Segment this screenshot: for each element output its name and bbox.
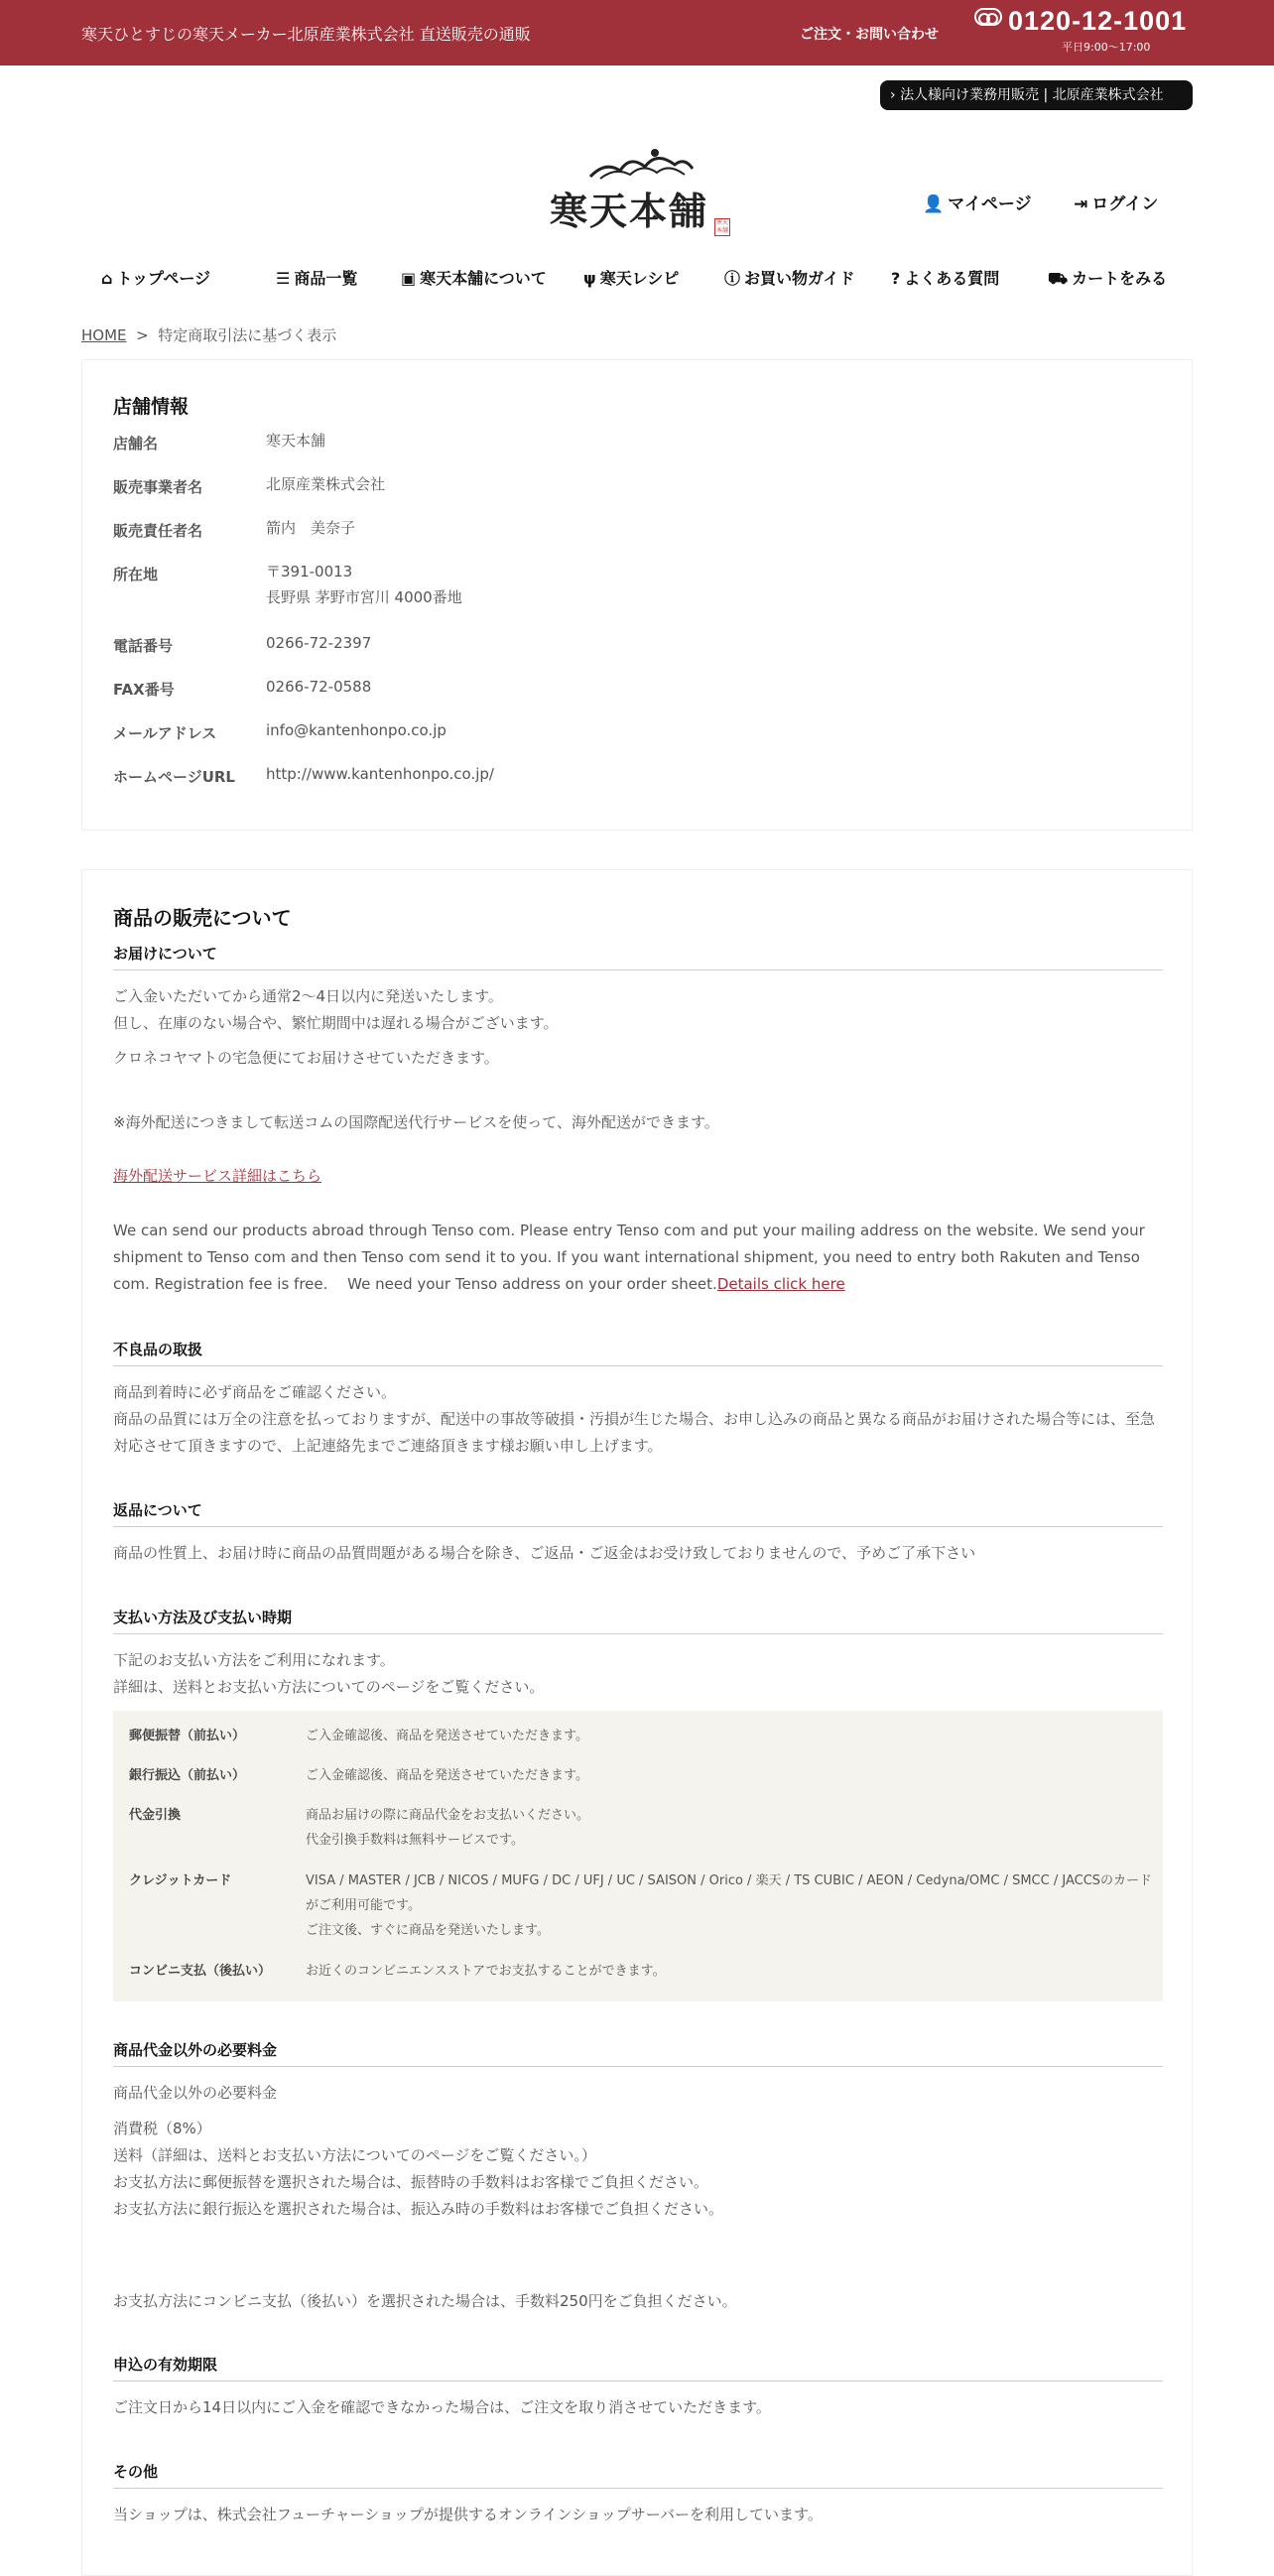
other-section [113,2461,1163,2489]
breadcrumb [81,324,336,345]
payment-method: 郵便振替（前払い） [129,1729,246,1743]
question-icon: ? [891,269,901,288]
section-heading: その他 [113,2461,1163,2489]
site-logo[interactable] [550,147,734,238]
defect-text [113,1379,1163,1460]
site-tagline: 寒天ひとすじの寒天メーカー北原産業株式会社 直送販売の通販 [81,25,531,44]
returns-section [113,1499,1163,1527]
nav-cart[interactable] [1048,266,1167,290]
payment-desc [306,1803,1159,1853]
section-heading: 申込の有効期限 [113,2354,1163,2382]
contact-label: ご注文・お問い合わせ [800,27,939,43]
paragraph: 下記のお支払い方法をご利用になれます。 [113,1651,395,1669]
breadcrumb-separator: > [136,326,149,344]
nav-guide[interactable] [724,266,855,289]
login-label: ログイン [1091,194,1159,214]
sign-in-icon: ⇥ [1074,194,1088,214]
sales-title: 商品の販売について [113,906,292,930]
paragraph: 送料（詳細は、送料とお支払い方法についてのページをご覧ください。） [113,2146,596,2164]
fees-convenience: お支払方法にコンビニ支払（後払い）を選択された場合は、手数料250円をご負担ください。 [113,2292,737,2310]
nav-label: カートをみる [1072,269,1168,288]
paragraph: VISA / MASTER / JCB / NICOS / MUFG / DC / UFJ / UC / SAISON / Orico / 楽天 / TS CUBIC / AEON / Cedyna/OMC / SMCC / JACCSのカードがご利用可能です。 [306,1873,1153,1913]
paragraph: お支払方法に郵便振替を選択された場合は、振替時の手数料はお客様でご負担ください。 [113,2173,709,2191]
section-heading: 返品について [113,1499,1163,1527]
nav-products[interactable] [276,266,357,289]
business-sales-link[interactable] [880,80,1193,110]
row-key: 電話番号 [113,637,174,655]
paragraph: ご入金いただいてから通常2～4日以内に発送いたします。 [113,987,503,1005]
english-text: We can send our products abroad through Tenso com. Please entry Tenso com and put your mailing address on the website. We send your shipment to Tenso com and then Tenso com send it to you. If you want international shipment, you need to entry both Rakuten and Tenso com. Registration fee is free. We need your Tenso address on your order sheet. [113,1222,1145,1293]
nav-label: トップページ [116,269,211,288]
section-heading: 支払い方法及び支払い時期 [113,1607,1163,1634]
postal-code: 〒391-0013 [266,563,353,580]
overseas-link[interactable]: 海外配送サービス詳細はこちら [113,1167,322,1185]
payment-desc: お近くのコンビニエンスストアでお支払することができます。 [306,1964,666,1979]
paragraph: お支払方法に銀行振込を選択された場合は、振込み時の手数料はお客様でご負担ください。 [113,2200,724,2218]
overseas-note: ※海外配送につきまして転送コムの国際配送代行サービスを使って、海外配送ができます。 [113,1113,719,1131]
breadcrumb-current: 特定商取引法に基づく表示 [158,326,337,344]
paragraph: 但し、在庫のない場合や、繁忙期間中は遅れる場合がございます。 [113,1014,559,1032]
address: 長野県 茅野市宮川 4000番地 [266,588,462,606]
row-key: 店舗名 [113,435,159,452]
returns-text: 商品の性質上、お届け時に商品の品質問題がある場合を除き、ご返品・ご返金はお受け致しておりませんので、予めご了承下さい [113,1544,976,1562]
fees-text [113,2116,1163,2223]
section-heading: 不良品の取扱 [113,1339,1163,1366]
validity-section [113,2354,1163,2382]
info-icon: ⓘ [724,269,741,288]
section-heading: 商品代金以外の必要料金 [113,2039,1163,2067]
row-value: info@kantenhonpo.co.jp [266,721,446,739]
phone-number[interactable] [974,6,1187,37]
payment-text [113,1647,1163,1701]
paragraph: 商品お届けの際に商品代金をお支払いください。 [306,1808,590,1823]
cart-icon: ⛟ [1048,269,1069,288]
fees-intro: 商品代金以外の必要料金 [113,2084,278,2102]
row-key: メールアドレス [113,724,217,742]
row-value: 寒天本舗 [266,432,326,450]
paragraph: ご注文後、すぐに商品を発送いたします。 [306,1923,550,1938]
paragraph: 商品の品質には万全の注意を払っておりますが、配送中の事故等破損・汚損が生じた場合、お申し込みの商品と異なる商品がお届けされた場合等には、至急対応させて頂きますので、上記連絡先までご連絡頂きます様お願い申し上げます。 [113,1410,1156,1455]
store-info-title: 店舗情報 [113,396,190,418]
payment-section [113,1607,1163,1634]
row-value: 北原産業株式会社 [266,475,386,493]
nav-about[interactable] [401,266,547,289]
payment-methods-table [113,1711,1163,2001]
breadcrumb-home[interactable]: HOME [81,326,127,344]
phone-text: 0120-12-1001 [1008,6,1188,36]
delivery-text [113,983,1163,1037]
fees-section [113,2039,1163,2067]
payment-method: 代金引換 [129,1808,182,1823]
overseas-english [113,1218,1163,1298]
top-bar [0,0,1274,65]
mypage-label: マイページ [948,194,1032,214]
payment-desc [306,1868,1159,1943]
store-info-card [81,359,1193,831]
business-hours: 平日9:00〜17:00 [1062,41,1151,54]
row-value: http://www.kantenhonpo.co.jp/ [266,765,494,783]
section-heading: お届けについて [113,943,1163,970]
wave-crest-icon [585,147,695,181]
free-dial-icon [974,8,1002,26]
user-icon: 👤 [923,194,945,214]
payment-method: コンビニ支払（後払い） [129,1964,272,1979]
payment-desc: ご入金確認後、商品を発送させていただきます。 [306,1768,588,1783]
payment-method: クレジットカード [129,1873,232,1888]
business-sales-label: 法人様向け業務用販売 | 北原産業株式会社 [900,87,1164,103]
mypage-link[interactable] [923,190,1032,214]
nav-label: 寒天レシピ [599,269,680,288]
nav-label: お買い物ガイド [744,269,855,288]
details-link[interactable]: Details click here [716,1275,845,1293]
other-text: 当ショップは、株式会社フューチャーショップが提供するオンラインショップサーバーを利用しています。 [113,2506,823,2523]
delivery-section [113,943,1163,970]
validity-text: ご注文日から14日以内にご入金を確認できなかった場合は、ご注文を取り消させていただきます。 [113,2398,771,2416]
nav-recipes[interactable] [583,266,679,289]
row-key: ホームページURL [113,768,235,786]
nav-label: よくある質問 [904,269,1000,288]
payment-desc: ご入金確認後、商品を発送させていただきます。 [306,1729,588,1743]
row-value: 0266-72-0588 [266,678,372,696]
payment-method: 銀行振込（前払い） [129,1768,246,1783]
paragraph: 商品到着時に必ず商品をご確認ください。 [113,1383,397,1401]
book-icon: ▣ [401,269,417,288]
paragraph: 消費税（8%） [113,2120,211,2137]
row-value: 0266-72-2397 [266,634,372,652]
defect-section [113,1339,1163,1366]
utensils-icon: ψ [583,269,596,288]
row-value [266,559,762,610]
row-value: 箭内 美奈子 [266,519,356,537]
logo-seal: 寒天本舗 [715,219,728,234]
login-link[interactable] [1074,190,1158,214]
delivery-carrier: クロネコヤマトの宅急便にてお届けさせていただきます。 [113,1049,499,1067]
nav-faq[interactable] [891,266,999,289]
home-icon: ⌂ [101,269,113,288]
main-nav [81,266,1193,292]
sales-info-card [81,869,1193,2576]
chevron-right-icon: › [890,87,896,103]
list-icon: ☰ [276,269,291,288]
paragraph: 代金引換手数料は無料サービスです。 [306,1833,524,1848]
row-key: FAX番号 [113,681,175,699]
row-key: 販売事業者名 [113,478,203,496]
nav-label: 寒天本舗について [420,269,547,288]
nav-top[interactable] [101,266,210,289]
row-key: 販売責任者名 [113,522,203,540]
logo-text: 寒天本舗 [550,189,709,233]
nav-label: 商品一覧 [294,269,358,288]
paragraph: 詳細は、送料とお支払い方法についてのページをご覧ください。 [113,1678,545,1696]
row-key: 所在地 [113,566,159,583]
